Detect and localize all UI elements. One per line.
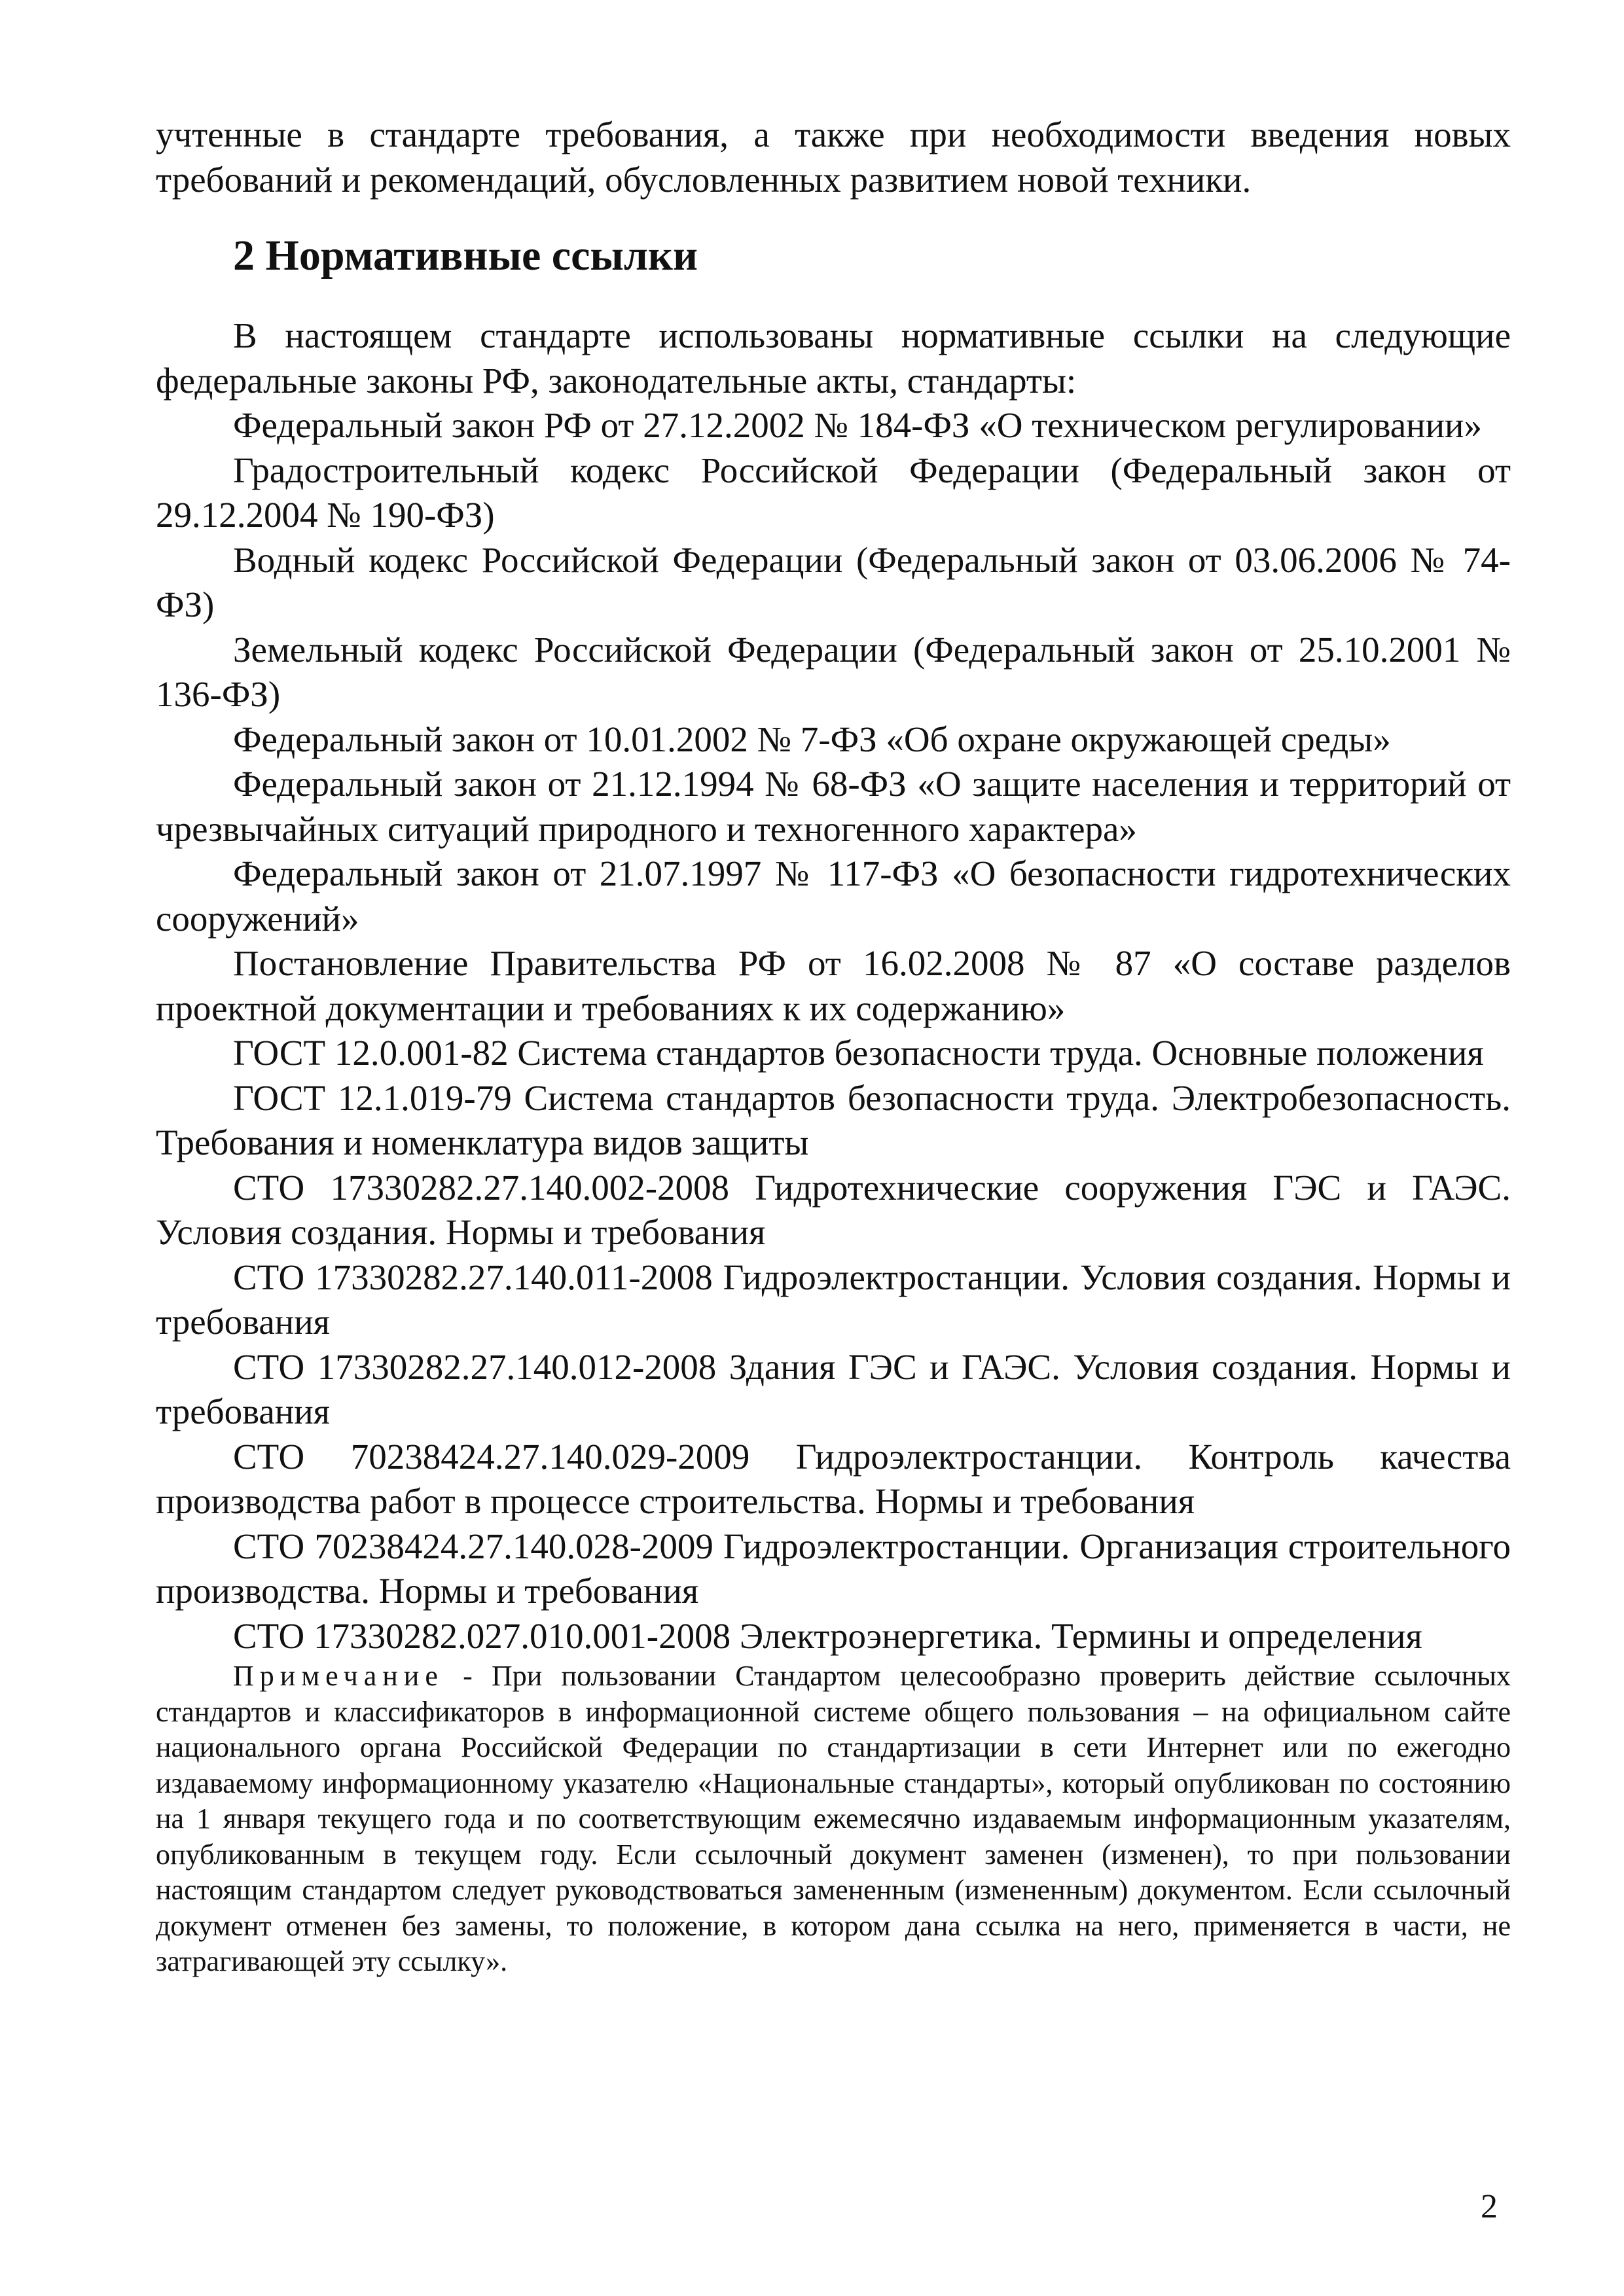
reference-item: Федеральный закон РФ от 27.12.2002 № 184-ФЗ «О техническом регулировании»: [233, 405, 1482, 445]
note-text: - При пользовании Стандартом целесообразно проверить действие ссылочных стандартов и классификаторов в информационной системе общего пользования – на официальном сайте национального органа Российской Федерации по стандартизации в сети Интернет или по ежегодно издаваемому информационному указателю «Национальные стандарты», который опубликован по состоянию на 1 января текущего года и по соответствующим ежемесячно издаваемым информационным указателям, опубликованным в текущем году. Если ссылочный документ заменен (изменен), то при пользовании настоящим стандартом следует руководствоваться замененным (измененным) документом. Если ссылочный документ отменен без замены, то положение, в котором дана ссылка на него, применяется в части, не затрагивающей эту ссылку».: [156, 1660, 1511, 1977]
reference-item: СТО 17330282.27.140.012-2008 Здания ГЭС и ГАЭС. Условия создания. Нормы и требования: [156, 1346, 1511, 1431]
reference-item: ГОСТ 12.1.019-79 Система стандартов безопасности труда. Электробезопасность. Требования и номенклатура видов защиты: [156, 1077, 1511, 1162]
reference-item: Земельный кодекс Российской Федерации (Федеральный закон от 25.10.2001 № 136-ФЗ): [156, 629, 1511, 714]
note-paragraph: [156, 1659, 1511, 1980]
section-heading: 2 Нормативные ссылки: [233, 232, 698, 279]
page-number: 2: [1481, 2188, 1498, 2225]
page-body: [156, 113, 1511, 1980]
reference-item: Водный кодекс Российской Федерации (Федеральный закон от 03.06.2006 № 74-ФЗ): [156, 539, 1511, 624]
reference-item: Постановление Правительства РФ от 16.02.2008 № 87 «О составе разделов проектной документации и требованиях к их содержанию»: [156, 943, 1511, 1028]
section-lead: В настоящем стандарте использованы нормативные ссылки на следующие федеральные законы РФ, законодательные акты, стандарты:: [156, 315, 1511, 401]
reference-item: Градостроительный кодекс Российской Федерации (Федеральный закон от 29.12.2004 № 190-ФЗ): [156, 450, 1511, 535]
reference-item: СТО 17330282.027.010.001-2008 Электроэнергетика. Термины и определения: [233, 1615, 1422, 1656]
reference-item: СТО 70238424.27.140.028-2009 Гидроэлектростанции. Организация строительного производства. Нормы и требования: [156, 1526, 1511, 1611]
reference-item: Федеральный закон от 21.12.1994 № 68-ФЗ «О защите населения и территорий от чрезвычайных ситуаций природного и техногенного характера»: [156, 764, 1511, 849]
reference-item: Федеральный закон от 10.01.2002 № 7-ФЗ «Об охране окружающей среды»: [233, 719, 1391, 759]
reference-item: Федеральный закон от 21.07.1997 № 117-ФЗ «О безопасности гидротехнических сооружений»: [156, 853, 1511, 939]
reference-item: СТО 70238424.27.140.029-2009 Гидроэлектростанции. Контроль качества производства работ в процессе строительства. Нормы и требования: [156, 1436, 1511, 1521]
intro-continuation: учтенные в стандарте требования, а также при необходимости введения новых требований и рекомендаций, обусловленных развитием новой техники.: [156, 115, 1511, 200]
note-label: Примечание: [233, 1660, 444, 1692]
reference-item: СТО 17330282.27.140.002-2008 Гидротехнические сооружения ГЭС и ГАЭС. Условия создания. Нормы и требования: [156, 1167, 1511, 1252]
reference-item: СТО 17330282.27.140.011-2008 Гидроэлектростанции. Условия создания. Нормы и требования: [156, 1257, 1511, 1342]
reference-item: ГОСТ 12.0.001-82 Система стандартов безопасности труда. Основные положения: [233, 1033, 1484, 1073]
